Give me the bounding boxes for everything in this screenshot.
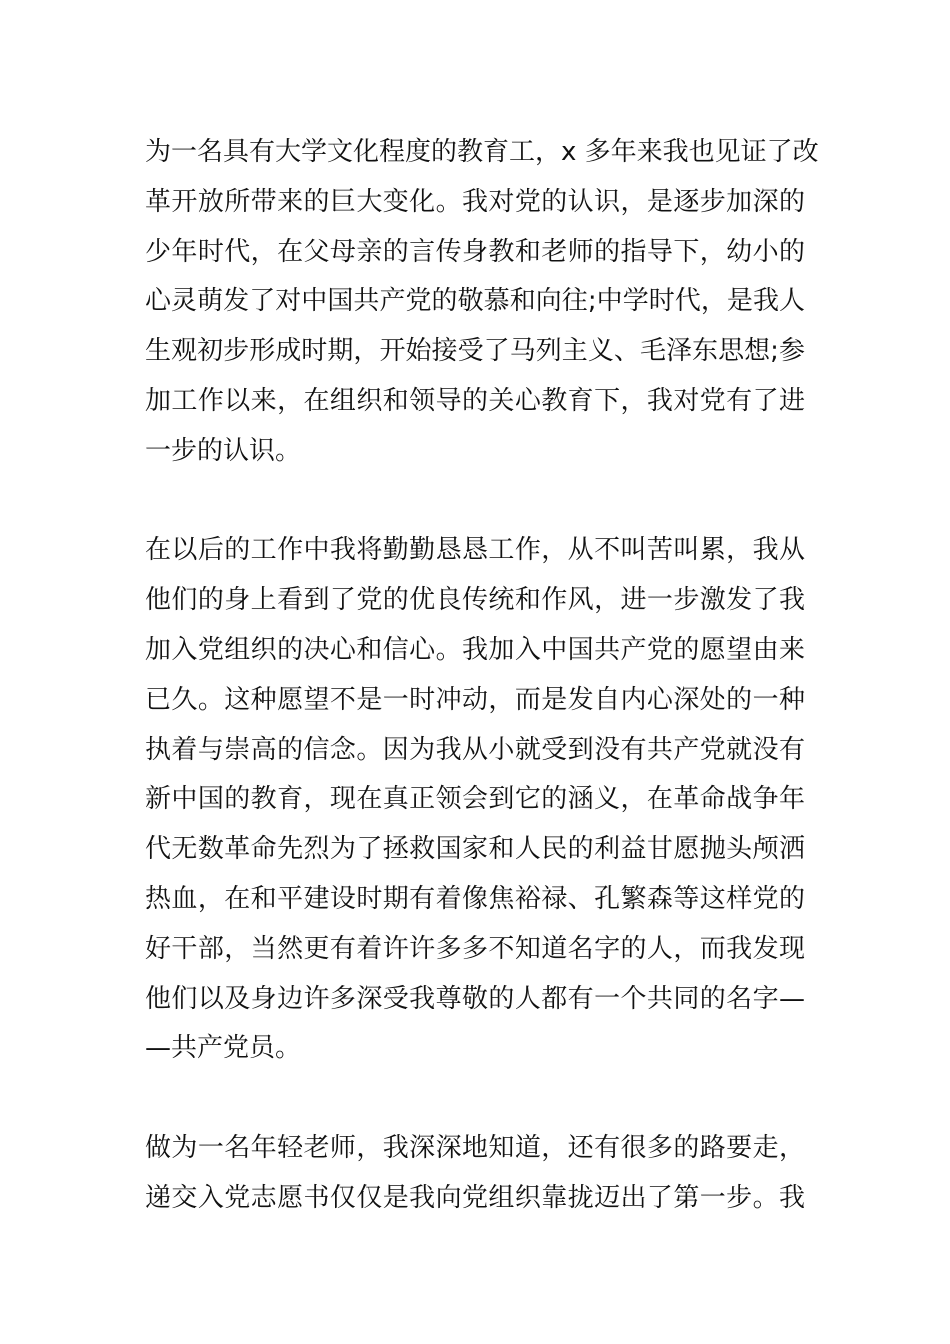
text-line: 热血，在和平建设时期有着像焦裕禄、孔繁森等这样党的 — [145, 884, 805, 914]
text-line: 执着与崇高的信念。因为我从小就受到没有共产党就没有 — [145, 734, 805, 765]
text-line: 好干部，当然更有着许许多多不知道名字的人，而我发现 — [145, 933, 805, 964]
text-line: 新中国的教育，现在真正领会到它的涵义，在革命战争年 — [145, 784, 805, 815]
text-line: 一步的认识。 — [145, 435, 302, 466]
text-line: 他们的身上看到了党的优良传统和作风，进一步激发了我 — [145, 585, 805, 616]
text-line: 心灵萌发了对中国共产党的敬慕和向往;中学时代，是我人 — [145, 286, 805, 317]
text-line: 少年时代，在父母亲的言传身教和老师的指导下，幼小的 — [145, 236, 805, 267]
text-line: 革开放所带来的巨大变化。我对党的认识，是逐步加深的 — [145, 186, 805, 217]
text-line: —共产党员。 — [145, 1033, 302, 1064]
text-line: 递交入党志愿书仅仅是我向党组织靠拢迈出了第一步。我 — [145, 1182, 805, 1213]
text-line: 加工作以来，在组织和领导的关心教育下，我对党有了进 — [145, 386, 805, 416]
text-line: 加入党组织的决心和信心。我加入中国共产党的愿望由来 — [145, 635, 805, 665]
text-line: 代无数革命先烈为了拯救国家和人民的利益甘愿抛头颅洒 — [145, 834, 805, 865]
text-line: 生观初步形成时期，开始接受了马列主义、毛泽东思想;参 — [145, 336, 805, 367]
text-line: 已久。这种愿望不是一时冲动，而是发自内心深处的一种 — [145, 684, 805, 715]
text-line: 他们以及身边许多深受我尊敬的人都有一个共同的名字— — [145, 983, 805, 1014]
text-line: 做为一名年轻老师，我深深地知道，还有很多的路要走， — [145, 1133, 805, 1163]
text-line: 在以后的工作中我将勤勤恳恳工作，从不叫苦叫累，我从 — [145, 535, 805, 566]
text-line: 为一名具有大学文化程度的教育工，x 多年来我也见证了改 — [145, 137, 819, 167]
